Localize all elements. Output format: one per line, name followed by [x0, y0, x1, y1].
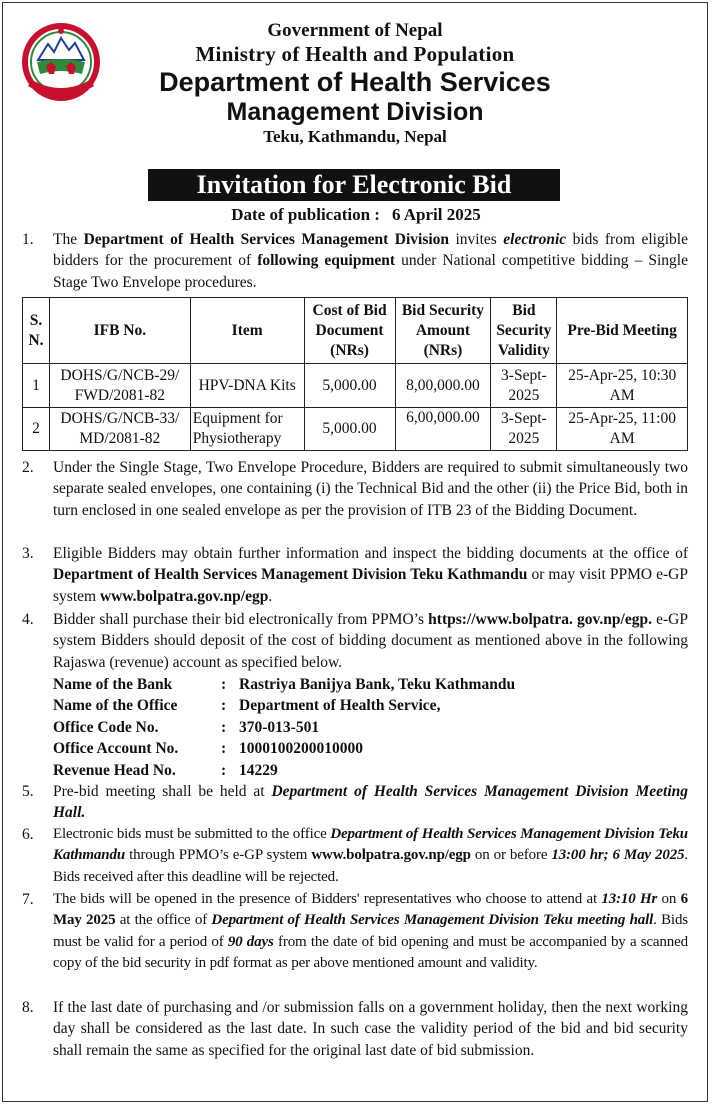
- cell-sn: 2: [23, 408, 50, 451]
- clause-number: 8.: [22, 999, 34, 1016]
- department-name: Department of Health Services: [159, 67, 551, 97]
- clause-number: 6.: [22, 826, 34, 843]
- text-run: The bids will be opened in the presence of Bidders' representatives who choose to attend at: [53, 891, 602, 907]
- bold-italic-run: 13:00 hr; 6 May 2025: [551, 847, 685, 864]
- account-row: [53, 674, 515, 695]
- publication-date: [0, 205, 712, 225]
- text-run: .: [268, 587, 273, 605]
- account-value: 14229: [239, 761, 278, 779]
- bold-run: Department of Health Services Management Division Teku Kathmandu: [53, 566, 528, 584]
- account-label: Name of the Bank: [53, 676, 173, 693]
- text-run: . Bids received after this deadline will be rejected.: [53, 847, 689, 885]
- clause-text: [53, 229, 688, 293]
- text-run: . Bids must be valid for a period of: [53, 912, 688, 950]
- bold-run: Department of Health Services Management Division: [83, 231, 450, 248]
- cell-ifb: DOHS/G/NCB-33/ MD/2081-82: [49, 408, 190, 451]
- bold-run: following equipment: [257, 252, 396, 270]
- revenue-account-details: [53, 674, 515, 781]
- account-separator: :: [221, 718, 227, 736]
- text-run: Pre-bid meeting shall be held at: [53, 783, 272, 800]
- notice-title: Invitation for Electronic Bid: [148, 169, 560, 201]
- bold-italic-run: 13:10 Hr: [601, 891, 658, 907]
- col-header-prebid: Pre-Bid Meeting: [557, 298, 688, 364]
- account-label: Name of the Office: [53, 697, 178, 715]
- text-run: bids from eligible bidders for the procurement of: [53, 231, 688, 270]
- clause-number: 7.: [22, 891, 34, 908]
- clause-2: [22, 457, 688, 521]
- cell-security-validity: 3-Sept- 2025: [491, 408, 557, 451]
- clause-6: [22, 824, 688, 888]
- cell-cost: 5,000.00: [304, 408, 395, 451]
- clause-text: [53, 889, 688, 975]
- text-run: Bidder shall purchase their bid electronically from PPMO’s: [53, 611, 429, 628]
- col-header-security-amount: Bid Security Amount (NRs): [395, 298, 491, 364]
- bold-run: www.bolpatra.gov.np/egp: [311, 847, 471, 864]
- bold-italic-run: 90 days: [227, 933, 274, 950]
- text-run: The: [53, 231, 84, 248]
- clause-8: [22, 997, 688, 1061]
- account-value: 370-013-501: [239, 718, 320, 736]
- text-run: from the date of bid opening and must be accompanied by a scanned copy of the bid security in pdf format as per above mentioned amount and validity.: [53, 933, 688, 972]
- text-run: e-GP system Bidders should deposit of the cost of bidding document as mentioned above in the following Rajaswa (revenue) account as specified below.: [53, 611, 688, 671]
- text-run: Electronic bids must be submitted to the office: [53, 826, 331, 842]
- clause-text: [53, 609, 688, 673]
- clause-number: 4.: [22, 611, 34, 628]
- account-row: [53, 738, 515, 759]
- table-row: [23, 364, 688, 408]
- table-row: [23, 408, 688, 451]
- col-header-security-validity: Bid Security Validity: [491, 298, 557, 364]
- table-header-row: [23, 298, 688, 364]
- clause-number: 5.: [22, 783, 34, 800]
- cell-security-validity: 3-Sept- 2025: [491, 364, 557, 408]
- office-address: Teku, Kathmandu, Nepal: [263, 127, 447, 146]
- clause-1: [22, 229, 688, 293]
- account-label: Office Code No.: [53, 718, 159, 736]
- bold-italic-run: electronic: [503, 231, 567, 248]
- bid-table: [22, 297, 688, 451]
- account-value: 1000100200010000: [239, 740, 363, 758]
- col-header-sn: S. N.: [23, 298, 50, 364]
- clause-text: [53, 824, 688, 888]
- cell-item: Equipment for Physiotherapy: [190, 408, 304, 451]
- bold-run: www.bolpatra.gov.np/egp: [99, 587, 269, 605]
- account-label: Revenue Head No.: [53, 761, 176, 779]
- text-run: through PPMO’s e-GP system: [125, 847, 312, 864]
- account-label: Office Account No.: [53, 740, 179, 758]
- text-run: on: [657, 891, 681, 907]
- text-run: Eligible Bidders may obtain further information and inspect the bidding documents at the office of: [53, 545, 688, 562]
- account-separator: :: [221, 740, 227, 758]
- ministry-name: Ministry of Health and Population: [195, 42, 515, 66]
- bold-run: https://www.bolpatra. gov.np/egp.: [428, 611, 652, 628]
- clause-text: [53, 781, 688, 824]
- clause-number: 2.: [22, 459, 34, 476]
- account-separator: :: [221, 697, 227, 715]
- account-row: [53, 760, 515, 781]
- letterhead: [100, 19, 610, 148]
- bold-italic-run: Department of Health Services Management Division Teku Kathmandu: [53, 826, 688, 864]
- text-run: invites: [449, 231, 504, 248]
- cell-ifb: DOHS/G/NCB-29/ FWD/2081-82: [49, 364, 190, 408]
- cell-item: HPV-DNA Kits: [190, 364, 304, 408]
- account-separator: :: [221, 676, 227, 693]
- account-value: Rastriya Banijya Bank, Teku Kathmandu: [239, 676, 516, 693]
- bold-italic-run: Department of Health Services Management Division Meeting Hall.: [53, 783, 688, 822]
- cell-security-amount: 8,00,000.00: [395, 364, 491, 408]
- cell-cost: 5,000.00: [304, 364, 395, 408]
- publication-value: 6 April 2025: [391, 205, 481, 224]
- clause-text: [53, 543, 688, 607]
- clause-4: [22, 609, 688, 673]
- text-run: or may visit PPMO e-GP system: [53, 566, 688, 605]
- bold-italic-run: Department of Health Services Management Division Teku meeting hall: [211, 912, 654, 929]
- clause-text: If the last date of purchasing and /or submission falls on a government holiday, then the next working day shall be considered as the last date. In such case the validity period of the bid and bid security shall remain the same as specified for the original last date of bid submission.: [53, 999, 688, 1059]
- bold-run: 6 May 2025: [53, 891, 688, 929]
- clause-text: Under the Single Stage, Two Envelope Procedure, Bidders are required to submit simultaneously two separate sealed envelopes, one containing (i) the Technical Bid and the other (ii) the Price Bid, both in turn enclosed in one sealed envelope as per the provision of ITB 23 of the Bidding Document.: [53, 459, 688, 519]
- text-run: under National competitive bidding – Single Stage Two Envelope procedures.: [53, 252, 688, 291]
- text-run: on or before: [470, 847, 552, 864]
- col-header-item: Item: [190, 298, 304, 364]
- text-run: at the office of: [115, 912, 212, 929]
- account-value: Department of Health Service,: [239, 697, 441, 715]
- cell-prebid: 25-Apr-25, 11:00 AM: [557, 408, 688, 451]
- clause-5: [22, 781, 688, 824]
- col-header-cost: Cost of Bid Document (NRs): [304, 298, 395, 364]
- clause-number: 1.: [22, 231, 34, 248]
- col-header-ifb: IFB No.: [49, 298, 190, 364]
- publication-label: Date of publication :: [231, 205, 380, 224]
- account-row: [53, 695, 515, 716]
- account-separator: :: [221, 761, 227, 779]
- cell-security-amount: 6,00,000.00: [395, 408, 491, 451]
- clause-7: [22, 889, 688, 975]
- clause-number: 3.: [22, 545, 34, 562]
- division-name: Management Division: [226, 98, 484, 126]
- nepal-government-emblem: [20, 22, 102, 106]
- clause-3: [22, 543, 688, 607]
- cell-prebid: 25-Apr-25, 10:30 AM: [557, 364, 688, 408]
- government-name: Government of Nepal: [267, 20, 443, 41]
- cell-sn: 1: [23, 364, 50, 408]
- account-row: [53, 717, 515, 738]
